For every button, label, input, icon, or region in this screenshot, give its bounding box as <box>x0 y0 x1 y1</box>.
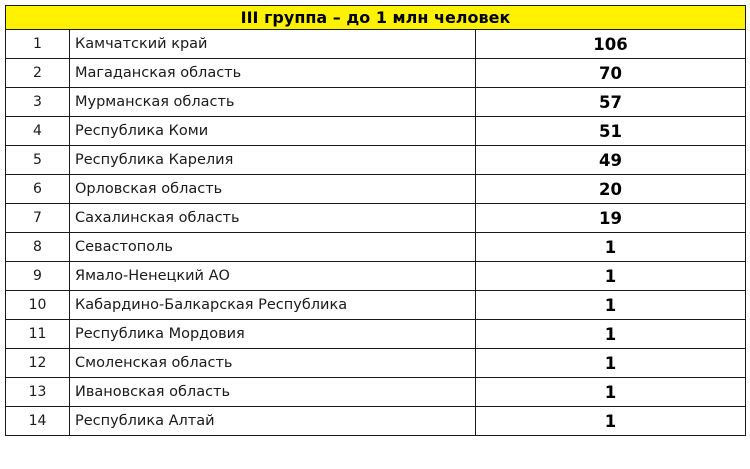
table-header-row <box>6 6 746 30</box>
region-name: Магаданская область <box>70 59 476 88</box>
region-name: Мурманская область <box>70 88 476 117</box>
region-name: Кабардино-Балкарская Республика <box>70 291 476 320</box>
table-row <box>6 378 746 407</box>
region-value: 1 <box>476 378 746 407</box>
table-row <box>6 407 746 436</box>
table-row <box>6 30 746 59</box>
region-name: Камчатский край <box>70 30 476 59</box>
row-number: 3 <box>6 88 70 117</box>
row-number: 1 <box>6 30 70 59</box>
table-title: III группа – до 1 млн человек <box>6 6 746 30</box>
region-name: Ивановская область <box>70 378 476 407</box>
table-row <box>6 175 746 204</box>
row-number: 11 <box>6 320 70 349</box>
region-value: 1 <box>476 349 746 378</box>
row-number: 6 <box>6 175 70 204</box>
region-name: Республика Карелия <box>70 146 476 175</box>
region-value: 70 <box>476 59 746 88</box>
table-row <box>6 262 746 291</box>
region-name: Ямало-Ненецкий АО <box>70 262 476 291</box>
region-value: 106 <box>476 30 746 59</box>
table-row <box>6 291 746 320</box>
region-value: 1 <box>476 320 746 349</box>
region-value: 1 <box>476 291 746 320</box>
row-number: 9 <box>6 262 70 291</box>
region-value: 20 <box>476 175 746 204</box>
table-row <box>6 204 746 233</box>
row-number: 12 <box>6 349 70 378</box>
region-name: Севастополь <box>70 233 476 262</box>
ranking-table <box>5 5 746 436</box>
ranking-table-container <box>5 5 745 436</box>
region-name: Республика Алтай <box>70 407 476 436</box>
row-number: 13 <box>6 378 70 407</box>
table-row <box>6 320 746 349</box>
region-value: 57 <box>476 88 746 117</box>
table-row <box>6 59 746 88</box>
table-body <box>6 30 746 436</box>
region-value: 49 <box>476 146 746 175</box>
region-name: Республика Коми <box>70 117 476 146</box>
table-row <box>6 88 746 117</box>
region-value: 1 <box>476 262 746 291</box>
row-number: 2 <box>6 59 70 88</box>
region-value: 51 <box>476 117 746 146</box>
region-value: 1 <box>476 407 746 436</box>
region-value: 19 <box>476 204 746 233</box>
region-name: Орловская область <box>70 175 476 204</box>
row-number: 7 <box>6 204 70 233</box>
table-row <box>6 349 746 378</box>
table-row <box>6 117 746 146</box>
row-number: 14 <box>6 407 70 436</box>
region-name: Смоленская область <box>70 349 476 378</box>
region-value: 1 <box>476 233 746 262</box>
row-number: 8 <box>6 233 70 262</box>
row-number: 10 <box>6 291 70 320</box>
table-row <box>6 146 746 175</box>
row-number: 5 <box>6 146 70 175</box>
table-row <box>6 233 746 262</box>
row-number: 4 <box>6 117 70 146</box>
region-name: Сахалинская область <box>70 204 476 233</box>
region-name: Республика Мордовия <box>70 320 476 349</box>
